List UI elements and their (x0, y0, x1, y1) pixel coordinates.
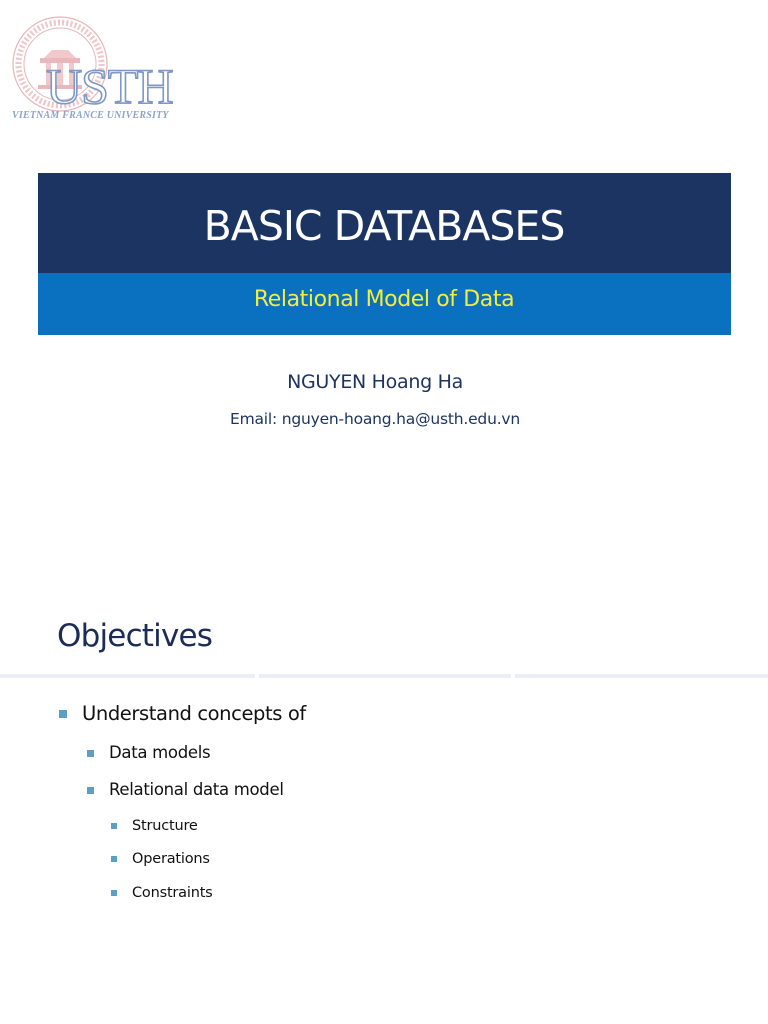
bullet-square-icon (111, 823, 117, 829)
bullet-text: Understand concepts of (82, 702, 306, 725)
bullet-text: Data models (109, 743, 211, 762)
logo-caption: VIETNAM FRANCE UNIVERSITY (12, 110, 169, 121)
bullet-text: Constraints (132, 885, 213, 901)
slide-subtitle: Relational Model of Data (253, 287, 515, 312)
logo-wordmark: USTH (46, 58, 173, 114)
bullet-square-icon (59, 710, 67, 718)
slide-title: BASIC DATABASES (203, 202, 565, 250)
bullet-text: Operations (132, 851, 210, 867)
bullet-square-icon (87, 787, 94, 794)
author-name: NGUYEN Hoang Ha (287, 371, 463, 393)
heading-divider (0, 674, 768, 678)
bullet-text: Structure (132, 818, 198, 834)
bullet-square-icon (111, 890, 117, 896)
university-logo (8, 10, 192, 126)
bullet-square-icon (87, 750, 94, 757)
objectives-heading: Objectives (57, 618, 213, 654)
author-email: Email: nguyen-hoang.ha@usth.edu.vn (229, 410, 521, 428)
bullet-text: Relational data model (109, 780, 284, 799)
bullet-square-icon (111, 856, 117, 862)
